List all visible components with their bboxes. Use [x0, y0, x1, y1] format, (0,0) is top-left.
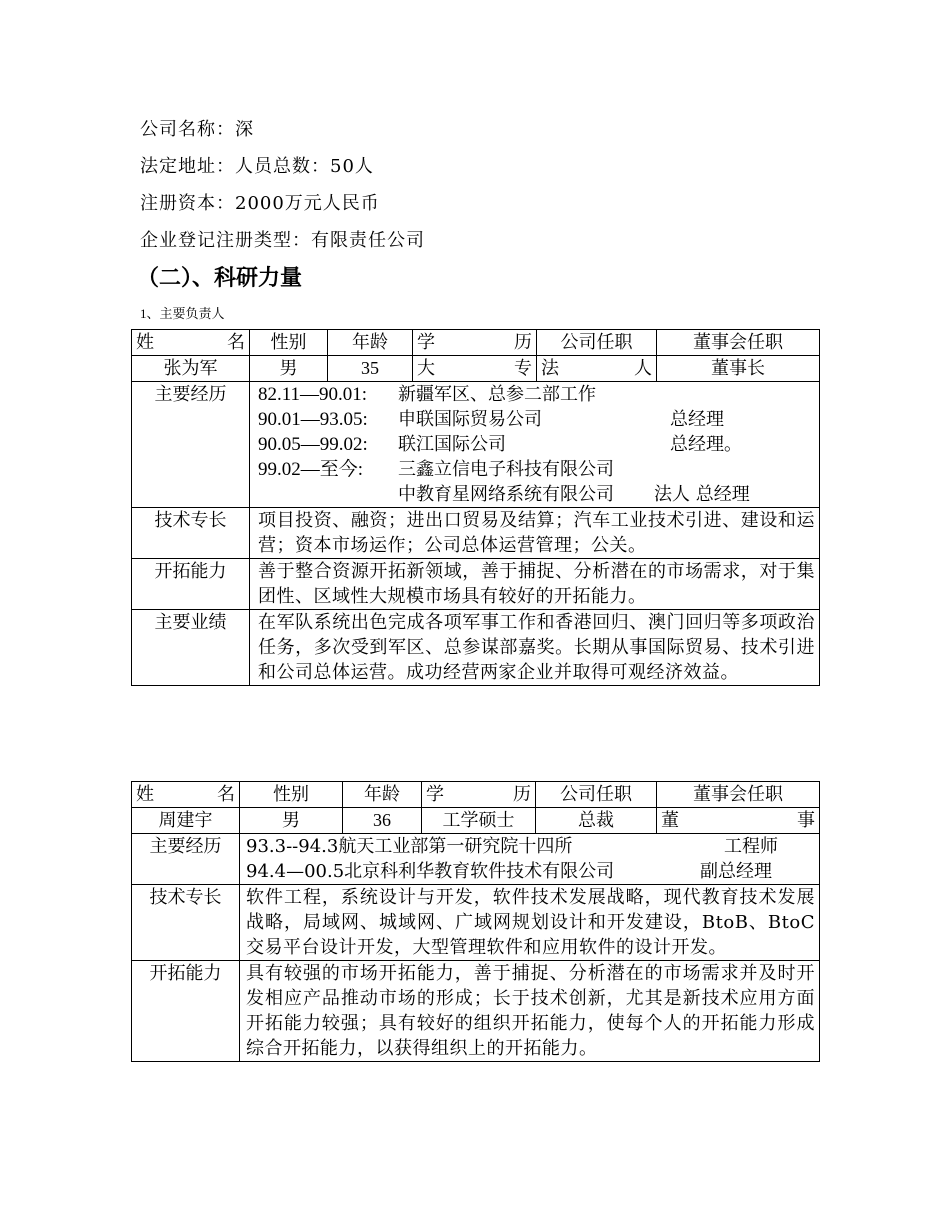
experience-cell — [250, 382, 820, 508]
company-address-line: 法定地址：人员总数：50人 — [140, 156, 374, 177]
ability-row — [132, 559, 820, 610]
person-gender: 男 — [250, 356, 328, 382]
person-age: 35 — [328, 356, 413, 382]
experience-label: 主要经历 — [132, 834, 240, 885]
person-name: 张为军 — [132, 356, 250, 382]
person-education: 大 专 — [413, 356, 537, 382]
section-heading: （二）、科研力量 — [137, 266, 303, 291]
person-education: 工学硕士 — [422, 808, 536, 834]
person-gender: 男 — [240, 808, 343, 834]
expertise-text: 项目投资、融资；进出口贸易及结算；汽车工业技术引进、建设和运营；资本市场运作；公司总体运营管理；公关。 — [250, 508, 820, 559]
header-name: 姓 名 — [132, 782, 240, 808]
person-table-1 — [131, 329, 820, 686]
expertise-label: 技术专长 — [132, 885, 240, 961]
person-table-2 — [131, 781, 820, 1062]
expertise-text: 软件工程，系统设计与开发，软件技术发展战略，现代教育技术发展战略，局域网、城域网、广域网规划设计和开发建设，BtoB、BtoC交易平台设计开发，大型管理软件和应用软件的设计开发。 — [240, 885, 820, 961]
subheading: 1、主要负责人 — [140, 306, 225, 321]
experience-entry: 90.01—93.05: 申联国际贸易公司 总经理 — [258, 409, 724, 430]
ability-label: 开拓能力 — [132, 961, 240, 1062]
company-type-line: 企业登记注册类型：有限责任公司 — [140, 230, 425, 251]
header-gender: 性别 — [250, 330, 328, 356]
company-name-line: 公司名称：深 — [140, 119, 254, 140]
ability-text: 具有较强的市场开拓能力，善于捕捉、分析潜在的市场需求并及时开发相应产品推动市场的形成；长于技术创新，尤其是新技术应用方面开拓能力较强；具有较好的组织开拓能力，使每个人的开拓能力形成综合开拓能力，以获得组织上的开拓能力。 — [240, 961, 820, 1062]
header-name: 姓 名 — [132, 330, 250, 356]
experience-entry: 中教育星网络系统有限公司 法人 总经理 — [398, 484, 750, 505]
table-header-row — [132, 330, 820, 356]
person-name: 周建宇 — [132, 808, 240, 834]
expertise-row — [132, 508, 820, 559]
header-age: 年龄 — [343, 782, 422, 808]
expertise-row — [132, 885, 820, 961]
achievements-label: 主要业绩 — [132, 610, 250, 686]
header-gender: 性别 — [240, 782, 343, 808]
ability-label: 开拓能力 — [132, 559, 250, 610]
header-board-role: 董事会任职 — [657, 330, 820, 356]
experience-row — [132, 834, 820, 885]
person-company-role: 总裁 — [536, 808, 657, 834]
header-education: 学 历 — [422, 782, 536, 808]
experience-label: 主要经历 — [132, 382, 250, 508]
person-company-role: 法 人 — [537, 356, 657, 382]
header-company-role: 公司任职 — [536, 782, 657, 808]
experience-entry: 90.05—99.02: 联江国际公司 总经理。 — [258, 434, 742, 455]
experience-entry: 94.4—00.5北京科利华教育软件技术有限公司 副总经理 — [246, 861, 772, 882]
experience-entry: 93.3--94.3航天工业部第一研究院十四所 工程师 — [246, 836, 778, 857]
table-row — [132, 808, 820, 834]
header-company-role: 公司任职 — [537, 330, 657, 356]
table-row — [132, 356, 820, 382]
experience-entry: 82.11—90.01: 新疆军区、总参二部工作 — [258, 384, 596, 405]
achievements-row — [132, 610, 820, 686]
table-header-row — [132, 782, 820, 808]
ability-row — [132, 961, 820, 1062]
company-capital-line: 注册资本：2000万元人民币 — [140, 193, 380, 214]
header-age: 年龄 — [328, 330, 413, 356]
expertise-label: 技术专长 — [132, 508, 250, 559]
person-board-role: 董事长 — [657, 356, 820, 382]
person-age: 36 — [343, 808, 422, 834]
experience-cell — [240, 834, 820, 885]
ability-text: 善于整合资源开拓新领域，善于捕捉、分析潜在的市场需求，对于集团性、区域性大规模市场具有较好的开拓能力。 — [250, 559, 820, 610]
header-education: 学 历 — [413, 330, 537, 356]
experience-row — [132, 382, 820, 508]
person-board-role: 董 事 — [657, 808, 820, 834]
experience-entry: 99.02—至今: 三鑫立信电子科技有限公司 — [258, 459, 614, 480]
achievements-text: 在军队系统出色完成各项军事工作和香港回归、澳门回归等多项政治任务，多次受到军区、总参谋部嘉奖。长期从事国际贸易、技术引进和公司总体运营。成功经营两家企业并取得可观经济效益。 — [250, 610, 820, 686]
header-board-role: 董事会任职 — [657, 782, 820, 808]
